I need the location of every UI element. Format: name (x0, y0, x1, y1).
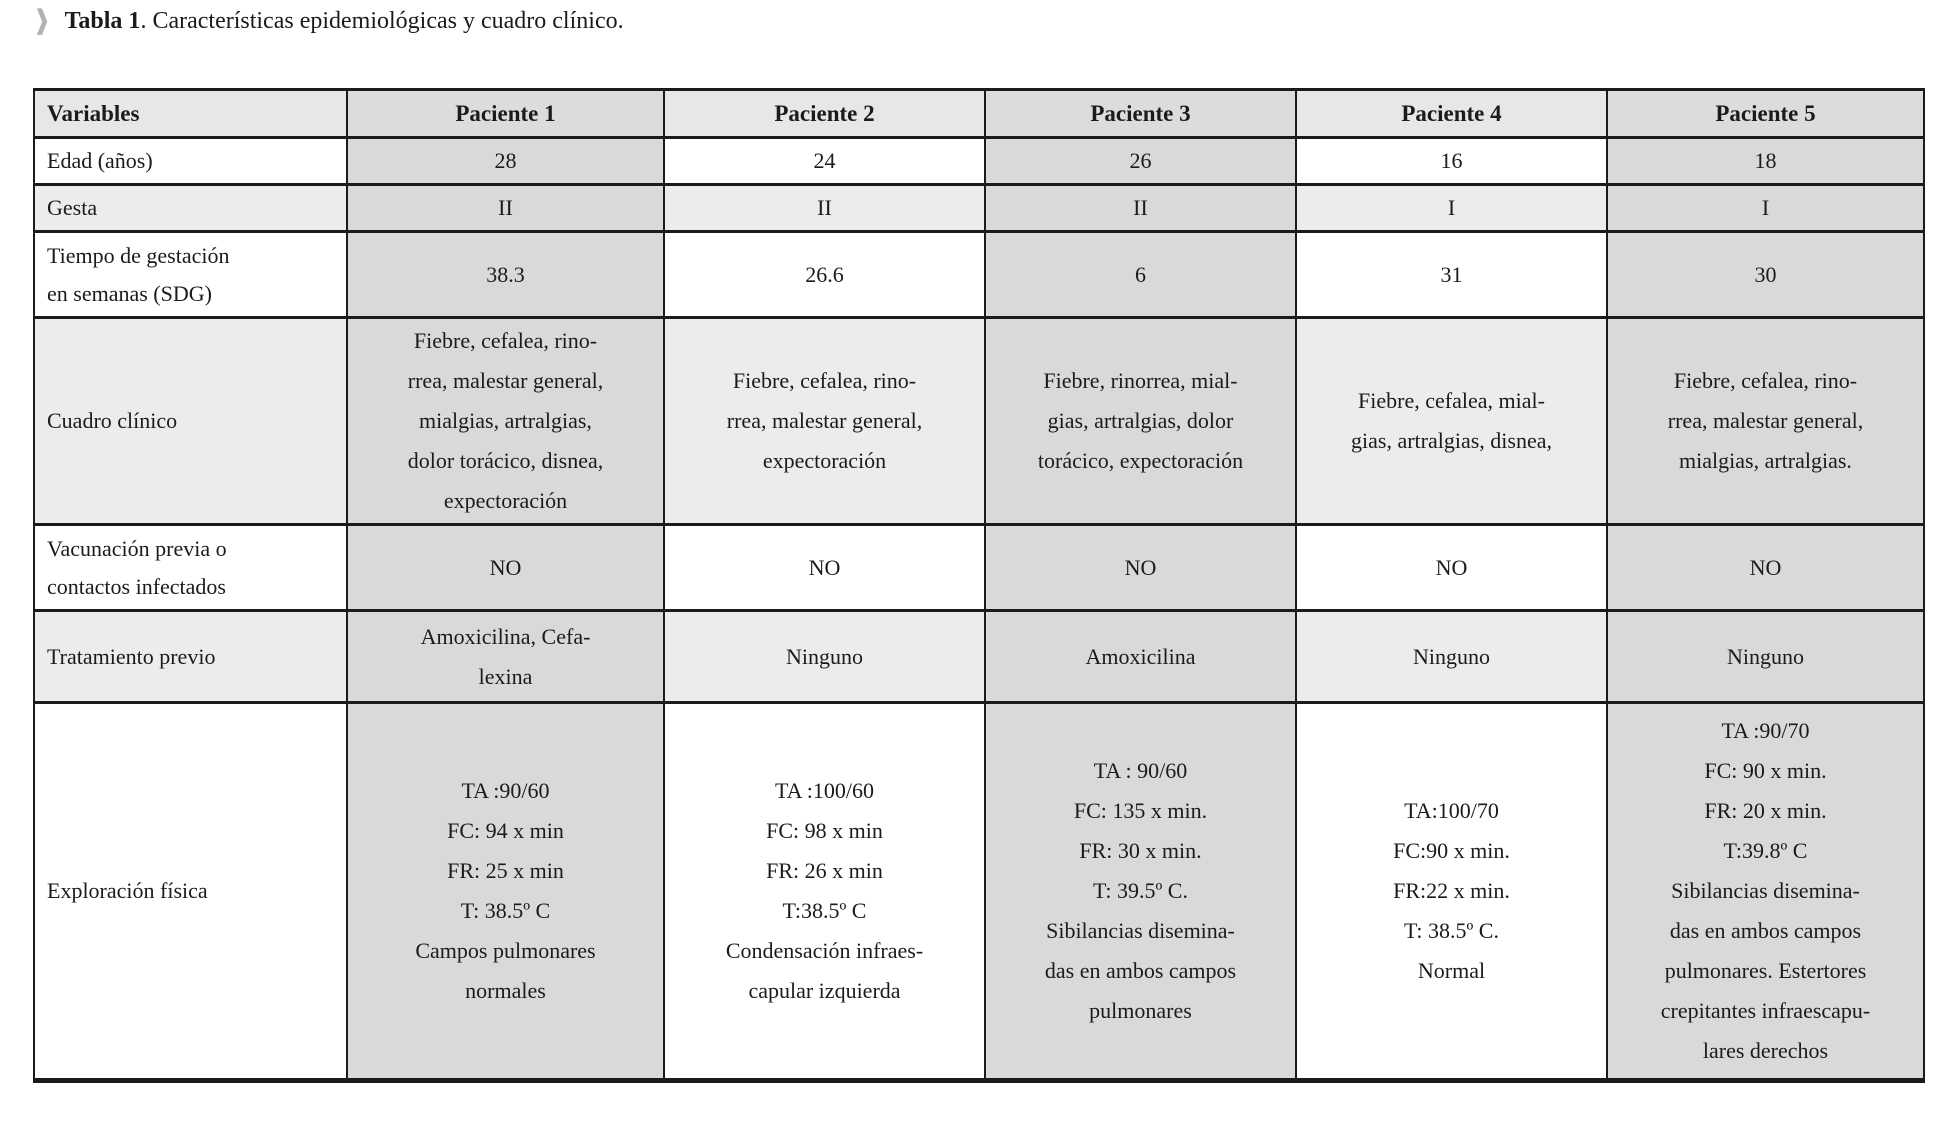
text-line: FC: 90 x min. (1704, 758, 1827, 783)
text-line: Fiebre, cefalea, rino- (732, 368, 917, 393)
header-cell-paciente-4: Paciente 4 (1296, 90, 1607, 138)
cell-gesta-paciente-2 (664, 185, 985, 232)
text-line: Condensación infraes- (725, 938, 924, 963)
text-line: Normal (1417, 958, 1486, 983)
text-line: capular izquierda (748, 978, 901, 1003)
table-row-exploracion-fisica (34, 703, 1924, 1081)
header-cell-paciente-1: Paciente 1 (347, 90, 664, 138)
text-line: Amoxicilina (1085, 643, 1196, 669)
text-line: Edad (años) (47, 148, 153, 173)
header-cell-paciente-3: Paciente 3 (985, 90, 1296, 138)
cell-exploracion-fisica-paciente-3 (985, 703, 1296, 1081)
cell-exploracion-fisica-paciente-5 (1607, 703, 1924, 1081)
text-line: normales (465, 978, 546, 1003)
cell-cuadro-clinico-paciente-2 (664, 318, 985, 525)
text-line: Tratamiento previo (47, 643, 216, 669)
cell-vacunacion-contactos-paciente-2 (664, 525, 985, 611)
cell-gesta-paciente-1 (347, 185, 664, 232)
text-line: 28 (494, 148, 517, 173)
caption-table-number: Tabla 1 (64, 8, 141, 34)
text-line: 18 (1754, 148, 1777, 173)
caption-text (65, 8, 624, 35)
table-row-vacunacion-contactos (34, 525, 1924, 611)
text-line: NO (1435, 554, 1468, 580)
text-line: FC:90 x min. (1393, 838, 1510, 863)
text-line: TA:100/70 (1404, 798, 1499, 823)
row-label-edad (34, 138, 347, 185)
text-line: I (1447, 195, 1456, 220)
text-line: NO (489, 554, 522, 580)
text-line: expectoración (443, 488, 568, 513)
cell-tiempo-gestacion-paciente-4 (1296, 232, 1607, 318)
table-caption (33, 4, 624, 35)
text-line: expectoración (762, 448, 887, 473)
text-line: I (1761, 195, 1770, 220)
text-line: Fiebre, cefalea, rino- (413, 328, 598, 353)
text-line: FR: 26 x min (766, 858, 883, 883)
cell-cuadro-clinico-paciente-5 (1607, 318, 1924, 525)
text-line: Tiempo de gestación (47, 242, 230, 268)
table-row-cuadro-clinico (34, 318, 1924, 525)
header-cell-paciente-5: Paciente 5 (1607, 90, 1924, 138)
header-cell-paciente-2: Paciente 2 (664, 90, 985, 138)
text-line: 6 (1135, 261, 1146, 287)
cell-tratamiento-previo-paciente-3 (985, 611, 1296, 703)
text-line: T: 39.5º C. (1093, 878, 1188, 903)
text-line: Ninguno (786, 643, 863, 669)
cell-exploracion-fisica-paciente-1 (347, 703, 664, 1081)
text-line: Amoxicilina, Cefa- (420, 623, 591, 649)
text-line: Exploración física (47, 878, 208, 903)
row-label-gesta (34, 185, 347, 232)
row-label-vacunacion-contactos (34, 525, 347, 611)
text-line: Campos pulmonares (415, 938, 596, 963)
text-line: 16 (1440, 148, 1463, 173)
table-row-edad (34, 138, 1924, 185)
cell-tratamiento-previo-paciente-2 (664, 611, 985, 703)
text-line: FC: 135 x min. (1073, 798, 1208, 823)
text-line: 26 (1129, 148, 1152, 173)
text-line: T: 38.5º C. (1404, 918, 1499, 943)
text-line: 24 (813, 148, 836, 173)
text-line: Fiebre, cefalea, mial- (1358, 388, 1545, 413)
text-line: Ninguno (1727, 643, 1804, 669)
text-line: Sibilancias disemina- (1671, 878, 1860, 903)
text-line: NO (1749, 554, 1782, 580)
text-line: Gesta (47, 195, 98, 220)
text-line: crepitantes infraescapu- (1660, 998, 1871, 1023)
text-line: Sibilancias disemina- (1046, 918, 1235, 943)
text-line: II (817, 195, 832, 220)
cell-vacunacion-contactos-paciente-3 (985, 525, 1296, 611)
cell-gesta-paciente-5 (1607, 185, 1924, 232)
cell-exploracion-fisica-paciente-2 (664, 703, 985, 1081)
text-line: 31 (1440, 261, 1463, 287)
text-line: T:39.8º C (1723, 838, 1808, 863)
text-line: II (498, 195, 513, 220)
row-label-cuadro-clinico (34, 318, 347, 525)
cell-vacunacion-contactos-paciente-5 (1607, 525, 1924, 611)
text-line: Ninguno (1413, 643, 1490, 669)
text-line: das en ambos campos (1044, 958, 1237, 983)
caption-title: . Características epidemiológicas y cuadro clínico. (140, 8, 624, 34)
header-cell-variables: Variables (34, 90, 347, 138)
row-label-tratamiento-previo (34, 611, 347, 703)
text-line: FR: 30 x min. (1079, 838, 1202, 863)
text-line: gias, artralgias, disnea, (1351, 428, 1552, 453)
cell-tiempo-gestacion-paciente-1 (347, 232, 664, 318)
cell-cuadro-clinico-paciente-1 (347, 318, 664, 525)
cell-tratamiento-previo-paciente-5 (1607, 611, 1924, 703)
cell-vacunacion-contactos-paciente-1 (347, 525, 664, 611)
text-line: das en ambos campos (1669, 918, 1862, 943)
text-line: rrea, malestar general, (1667, 408, 1864, 433)
table-body (34, 138, 1924, 1081)
cell-tratamiento-previo-paciente-4 (1296, 611, 1607, 703)
text-line: Cuadro clínico (47, 408, 178, 433)
text-line: pulmonares (1089, 998, 1192, 1023)
text-line: FR: 25 x min (447, 858, 564, 883)
cell-edad-paciente-1 (347, 138, 664, 185)
table-row-gesta (34, 185, 1924, 232)
text-line: rrea, malestar general, (407, 368, 604, 393)
table-row-tratamiento-previo (34, 611, 1924, 703)
text-line: FC: 98 x min (766, 818, 883, 843)
cell-edad-paciente-2 (664, 138, 985, 185)
text-line: contactos infectados (47, 573, 226, 599)
row-label-exploracion-fisica (34, 703, 347, 1081)
text-line: NO (808, 554, 841, 580)
text-line: T:38.5º C (782, 898, 867, 923)
text-line: en semanas (SDG) (47, 280, 212, 306)
text-line: Fiebre, rinorrea, mial- (1043, 368, 1238, 393)
text-line: pulmonares. Estertores (1664, 958, 1867, 983)
text-line: TA :90/70 (1721, 718, 1810, 743)
text-line: lexina (478, 663, 533, 689)
cell-tiempo-gestacion-paciente-2 (664, 232, 985, 318)
cell-exploracion-fisica-paciente-4 (1296, 703, 1607, 1081)
cell-edad-paciente-3 (985, 138, 1296, 185)
row-label-tiempo-gestacion (34, 232, 347, 318)
text-line: Fiebre, cefalea, rino- (1673, 368, 1858, 393)
table (33, 88, 1925, 1083)
text-line: Vacunación previa o (47, 535, 227, 561)
text-line: 38.3 (486, 261, 525, 287)
text-line: gias, artralgias, dolor (1047, 408, 1234, 433)
text-line: FR:22 x min. (1393, 878, 1510, 903)
text-line: FC: 94 x min (447, 818, 564, 843)
text-line: FR: 20 x min. (1704, 798, 1827, 823)
text-line: II (1133, 195, 1148, 220)
text-line: TA :100/60 (774, 778, 875, 803)
table-row-tiempo-gestacion (34, 232, 1924, 318)
text-line: mialgias, artralgias, (419, 408, 592, 433)
text-line: rrea, malestar general, (726, 408, 923, 433)
text-line: T: 38.5º C (460, 898, 551, 923)
cell-edad-paciente-4 (1296, 138, 1607, 185)
text-line: torácico, expectoración (1037, 448, 1244, 473)
text-line: 26.6 (805, 261, 844, 287)
cell-tiempo-gestacion-paciente-3 (985, 232, 1296, 318)
table-header-row (34, 90, 1924, 138)
cell-cuadro-clinico-paciente-3 (985, 318, 1296, 525)
text-line: TA :90/60 (461, 778, 550, 803)
text-line: TA : 90/60 (1093, 758, 1188, 783)
cell-cuadro-clinico-paciente-4 (1296, 318, 1607, 525)
cell-gesta-paciente-4 (1296, 185, 1607, 232)
chevron-bullet-icon: ❱ (33, 4, 51, 35)
cell-gesta-paciente-3 (985, 185, 1296, 232)
cell-vacunacion-contactos-paciente-4 (1296, 525, 1607, 611)
text-line: mialgias, artralgias. (1679, 448, 1852, 473)
cell-tiempo-gestacion-paciente-5 (1607, 232, 1924, 318)
text-line: lares derechos (1702, 1038, 1829, 1063)
text-line: dolor torácico, disnea, (407, 448, 604, 473)
cell-edad-paciente-5 (1607, 138, 1924, 185)
text-line: NO (1124, 554, 1157, 580)
text-line: 30 (1754, 261, 1777, 287)
cell-tratamiento-previo-paciente-1 (347, 611, 664, 703)
